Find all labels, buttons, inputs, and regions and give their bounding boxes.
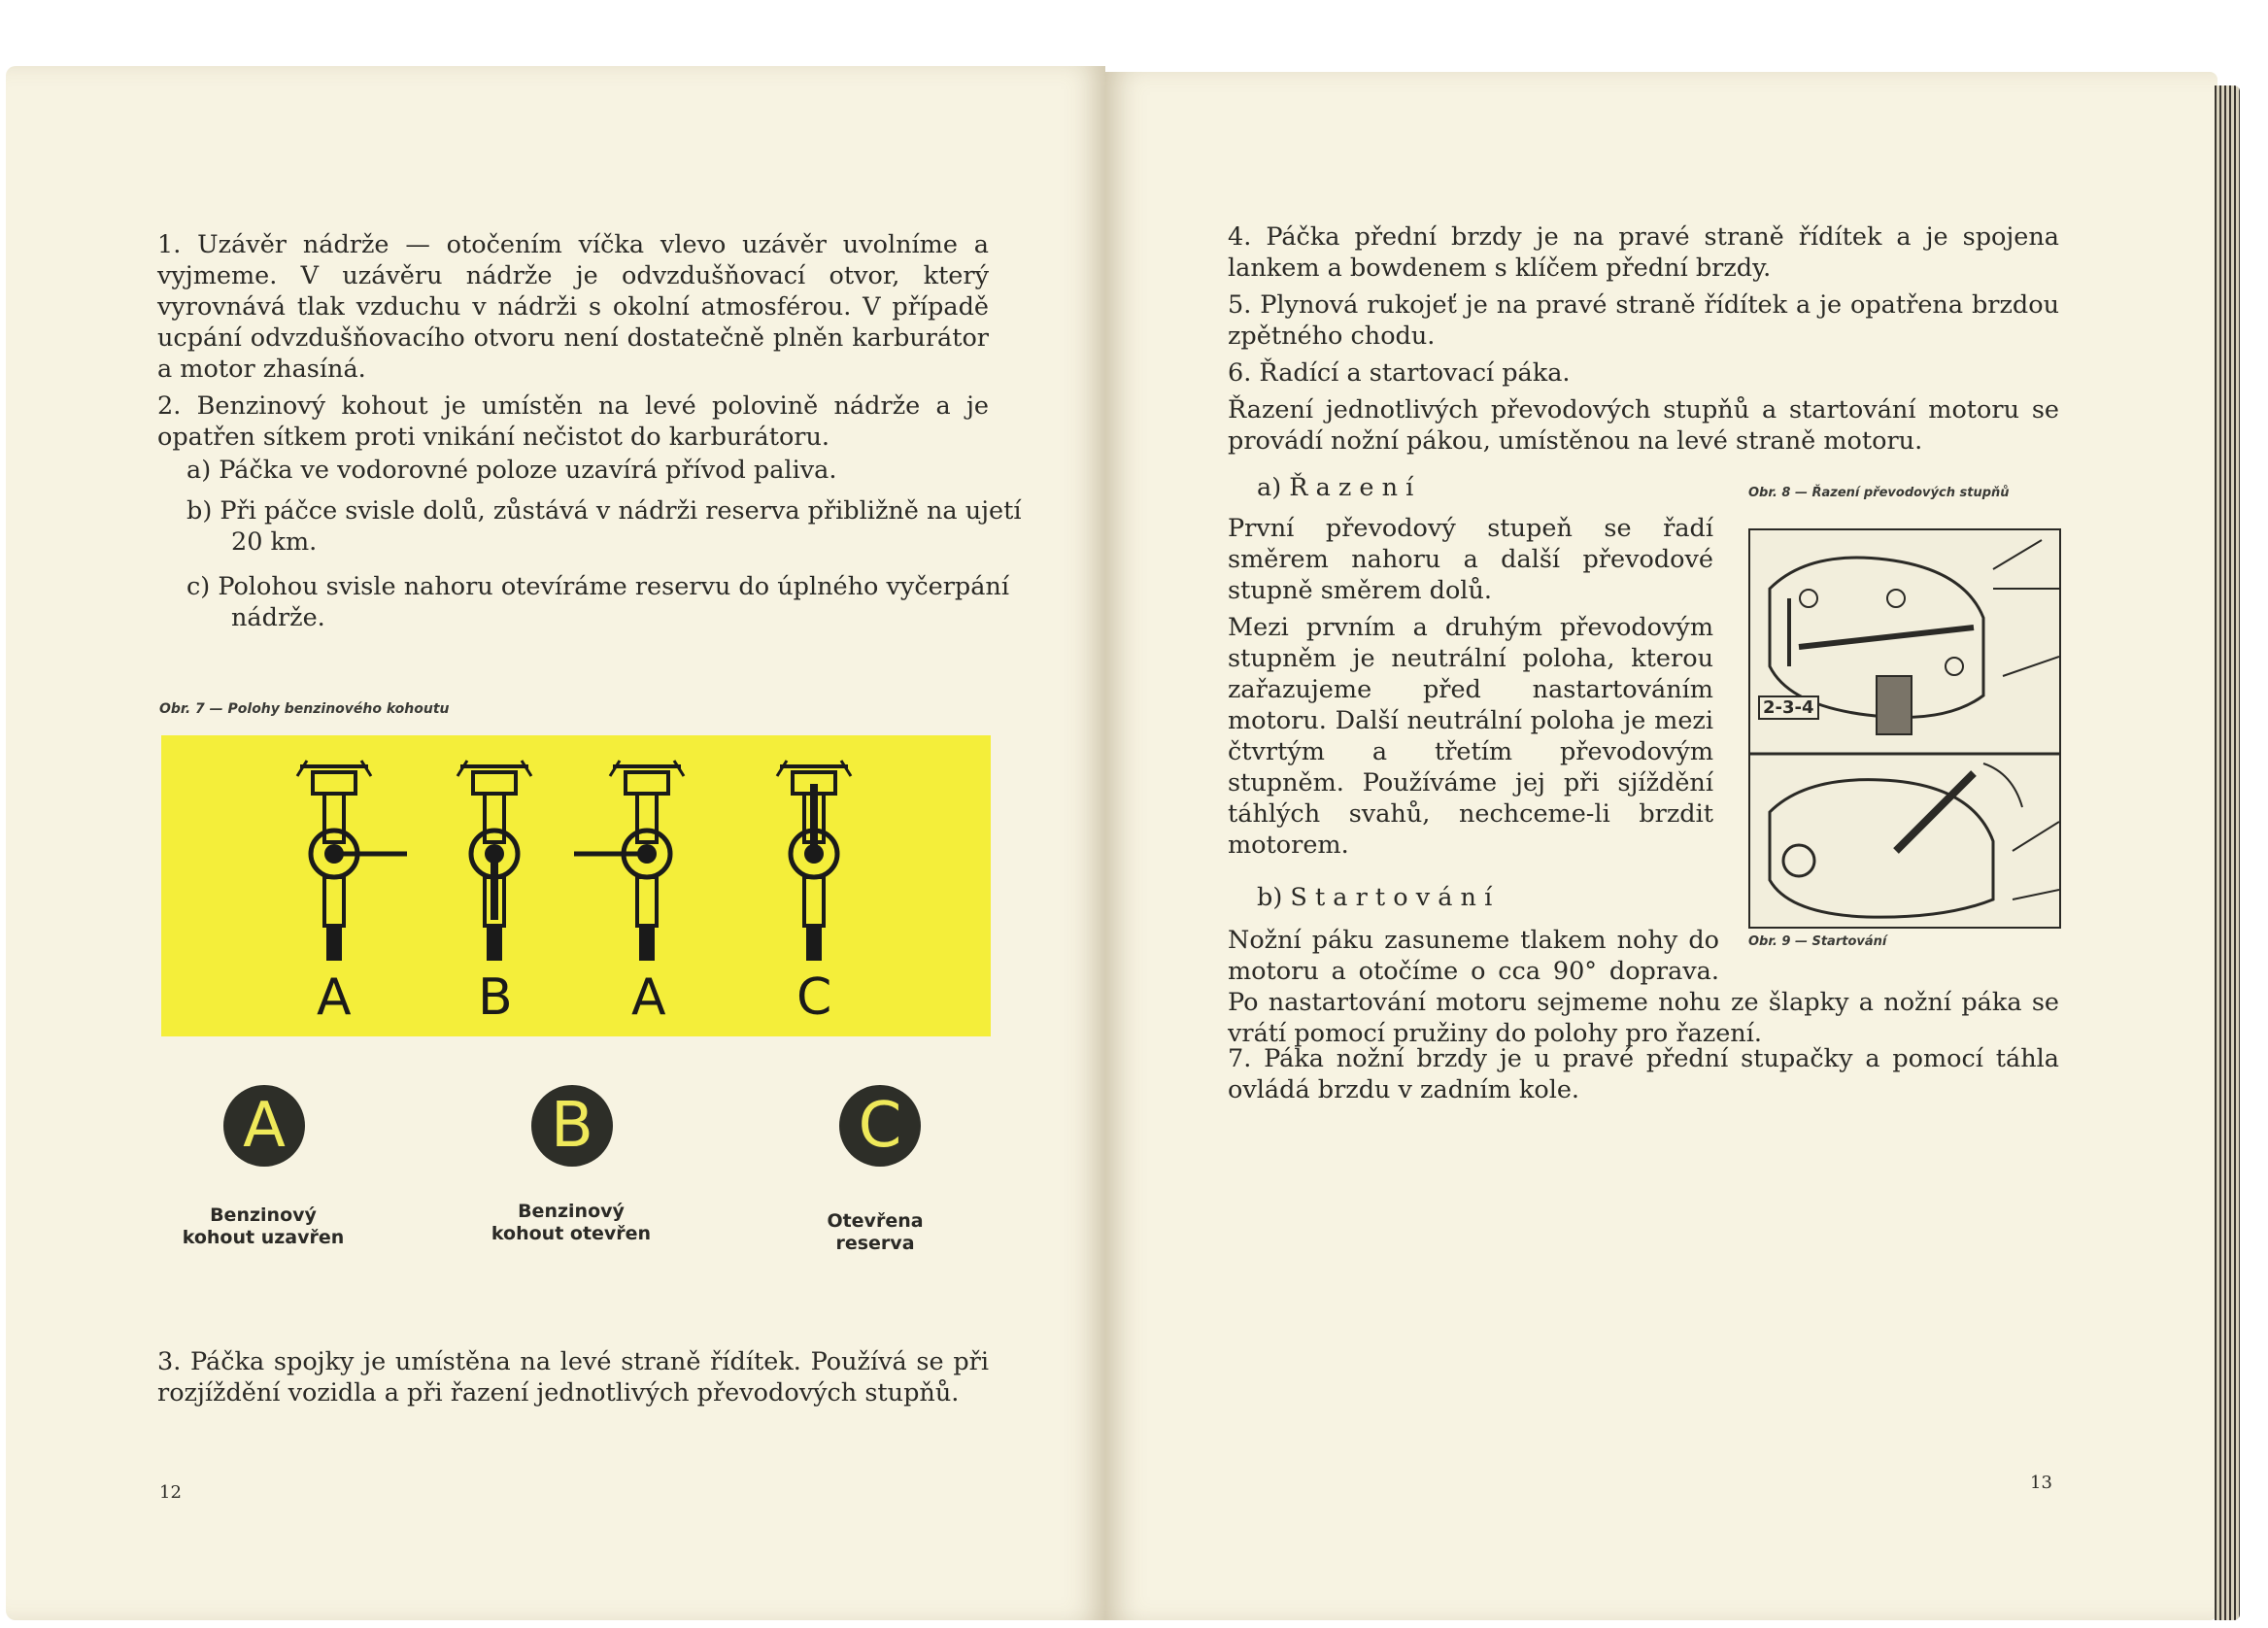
paragraph-clutch-lever: 3. Páčka spojky je umístěna na levé straně řídítek. Používá se při rozjíždění vozidla a při řazení jednotlivých převodových stupňů. (157, 1347, 989, 1408)
motor-drawing (1750, 530, 2059, 927)
paragraph-razeni-2: Mezi prvním a druhým převodovým stupněm je neutrální poloha, kterou zařazujeme před nastartováním motoru. Další neutrální poloha je mezi čtvrtým a třetím převodovým stupněm. Používáme jej při sjíždění táhlých svahů, nechceme-li brzdit motorem. (1228, 613, 1713, 860)
fuel-tap-drawing (161, 735, 991, 1036)
legend-badge-c: C (839, 1085, 921, 1167)
paragraph-startovani (1228, 925, 2059, 1049)
paragraph-razeni-1: První převodový stupeň se řadí směrem nahoru a další převodové stupně směrem dolů. (1228, 514, 1713, 605)
valve-letter-4: C (796, 968, 832, 1027)
legend-badge-a: A (223, 1085, 305, 1167)
legend-label-a: Benzinový kohout uzavřen (182, 1204, 345, 1248)
figure-7-caption: Obr. 7 — Polohy benzinového kohoutu (159, 701, 450, 717)
subheading-startovani: b) S t a r t o v á n í (1257, 883, 1493, 912)
valve-letter-3: A (631, 968, 666, 1027)
gear-position-label: 2-3-4 (1758, 695, 1819, 720)
paragraph-rear-brake: 7. Páka nožní brzdy je u pravé přední stupačky a pomocí táhla ovládá brzdu v zadním kole. (1228, 1044, 2059, 1104)
subheading-razeni: a) Ř a z e n í (1257, 473, 1414, 502)
paragraph-startovani-text: Nožní páku zasuneme tlakem nohy do motoru a otočíme o cca 90° doprava. Po nastartování motoru sejmeme nohu ze šlapky a nožní páka se vrátí pomocí pružiny do polohy pro řazení. (1228, 926, 2059, 1048)
list-item-b: b) Při páčce svisle dolů, zůstává v nádrži reserva přibližně na ujetí 20 km. (186, 496, 1022, 557)
paragraph-gear-lever: Řazení jednotlivých převodových stupňů a startování motoru se provádí nožní pákou, umístěnou na levé straně motoru. (1228, 395, 2059, 456)
book-page-edges (2215, 85, 2240, 1620)
paragraph-fuel-cap: 1. Uzávěr nádrže — otočením víčka vlevo uzávěr uvolníme a vyjmeme. V uzávěru nádrže je odvzdušňovací otvor, který vyrovnává tlak vzduchu v nádrži s okolní atmosférou. V případě ucpání odvzdušňovacího otvoru není dostatečně plněn karburátor a motor zhasíná. (157, 230, 989, 384)
page-number-right: 13 (2030, 1473, 2052, 1493)
heading-gear-lever: 6. Řadící a startovací páka. (1228, 358, 1571, 388)
figure-8-caption: Obr. 8 — Řazení převodových stupňů (1748, 486, 2010, 500)
legend-label-c: Otevřena reserva (827, 1210, 924, 1254)
valve-letter-1: A (317, 968, 352, 1027)
fuel-tap-figure (161, 735, 991, 1036)
paragraph-front-brake: 4. Páčka přední brzdy je na pravé straně řídítek a je spojena lankem a bowdenem s klíčem přední brzdy. (1228, 222, 2059, 283)
paragraph-throttle: 5. Plynová rukojeť je na pravé straně řídítek a je opatřena brzdou zpětného chodu. (1228, 290, 2059, 351)
valve-letter-2: B (478, 968, 513, 1027)
float-spacer (1719, 925, 2059, 975)
page-number-left: 12 (159, 1482, 182, 1503)
legend-label-b: Benzinový kohout otevřen (491, 1201, 652, 1244)
list-item-c: c) Polohou svisle nahoru otevíráme reservu do úplného vyčerpání nádrže. (186, 572, 1009, 632)
paragraph-fuel-tap: 2. Benzinový kohout je umístěn na levé polovině nádrže a je opatřen sítkem proti vnikání nečistot do karburátoru. (157, 391, 989, 452)
gear-shift-sketch (1748, 528, 2061, 929)
figure-9-caption: Obr. 9 — Startování (1748, 934, 1887, 949)
list-item-a: a) Páčka ve vodorovné poloze uzavírá přívod paliva. (186, 456, 837, 485)
legend-badge-b: B (531, 1085, 613, 1167)
